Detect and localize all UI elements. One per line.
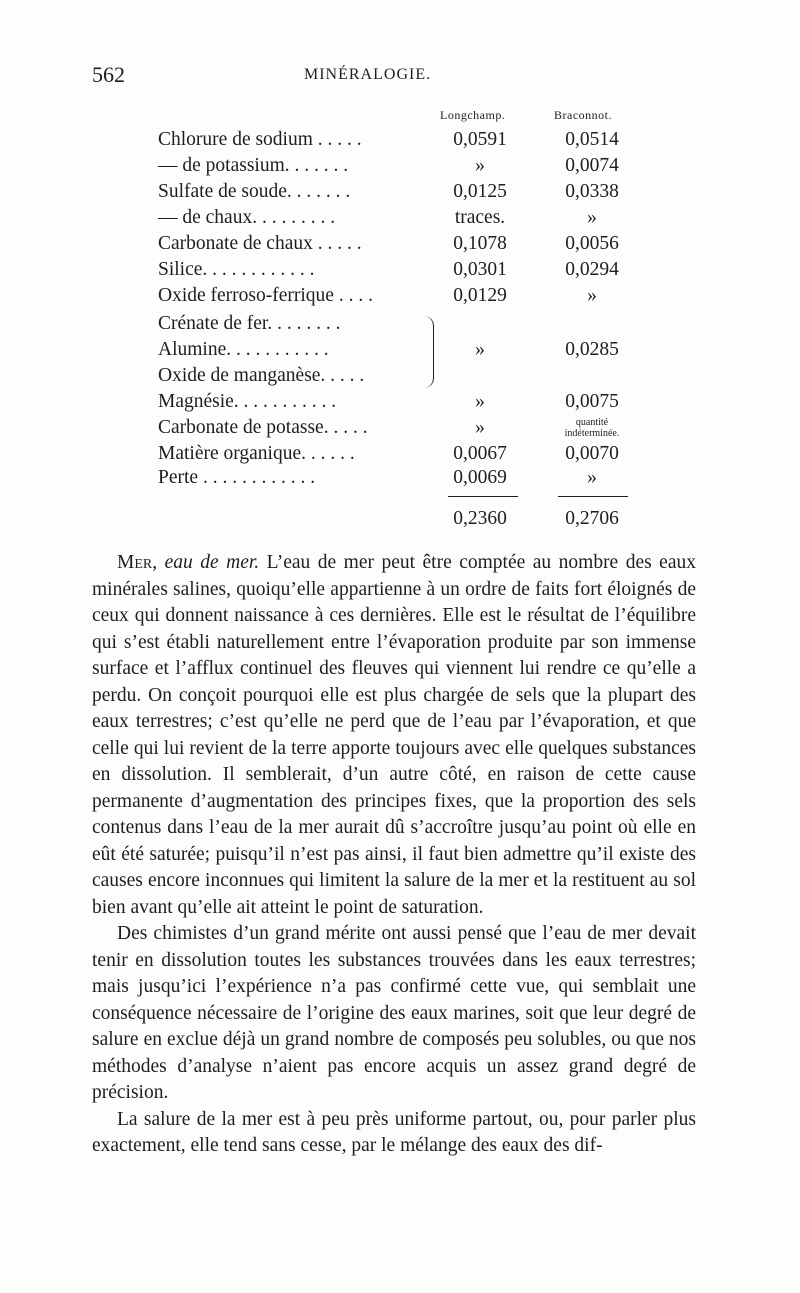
value-braconnot: 0,0338 bbox=[565, 181, 619, 202]
row-label: Perte . . . . . . . . . . . . bbox=[158, 467, 316, 488]
row-label: Oxide ferroso-ferrique . . . . bbox=[158, 285, 373, 306]
page-header bbox=[92, 62, 672, 92]
body-text bbox=[92, 550, 696, 1160]
value-longchamp: » bbox=[475, 155, 485, 176]
value-braconnot: 0,0294 bbox=[565, 259, 619, 280]
value-braconnot: 0,0514 bbox=[565, 129, 619, 150]
row-label: Crénate de fer. . . . . . . . bbox=[158, 313, 341, 334]
value-longchamp: » bbox=[475, 391, 485, 412]
row-label: Sulfate de soude. . . . . . . bbox=[158, 181, 351, 202]
totals-row bbox=[158, 508, 638, 534]
value-longchamp: » bbox=[475, 417, 485, 438]
paragraph: Des chimistes d’un grand mérite ont aussi pensé que l’eau de mer devait tenir en dissolution toutes les substances trouvées dans les eaux terrestres; mais jusqu’ici l’expérience n’a pas confirmé cette vue, qui semblait une conséquence nécessaire de l’origine des eaux marines, soit que leur degré de salure en exclue déjà un grand nombre de composés peu solubles, ou que nos méthodes d’analyse n’aient pas encore acquis un assez grand degré de précision. bbox=[92, 923, 696, 1103]
row-label: Silice. . . . . . . . . . . . bbox=[158, 259, 315, 280]
table-row bbox=[158, 154, 638, 178]
value-longchamp: 0,0301 bbox=[453, 259, 507, 280]
value-longchamp: 0,0129 bbox=[453, 285, 507, 306]
page-number: 562 bbox=[92, 62, 125, 87]
total-longchamp: 0,2360 bbox=[453, 508, 507, 529]
row-label: — de chaux. . . . . . . . . bbox=[158, 207, 336, 228]
entry-heading: Mer bbox=[117, 552, 153, 573]
entry-subheading: eau de mer. bbox=[164, 552, 260, 573]
value-braconnot-line2: indéterminée. bbox=[564, 428, 620, 439]
row-label: — de potassium. . . . . . . bbox=[158, 155, 349, 176]
column-header-braconnot: Braconnot. bbox=[554, 108, 612, 122]
value-braconnot: 0,0075 bbox=[565, 391, 619, 412]
row-label: Oxide de manganèse. . . . . bbox=[158, 365, 365, 386]
row-label: Carbonate de potasse. . . . . bbox=[158, 417, 368, 438]
running-title: MINÉRALOGIE. bbox=[304, 66, 432, 83]
table-row bbox=[158, 466, 638, 490]
row-label: Carbonate de chaux . . . . . bbox=[158, 233, 362, 254]
value-braconnot: » bbox=[587, 285, 597, 306]
value-longchamp: 0,1078 bbox=[453, 233, 507, 254]
table-row bbox=[158, 180, 638, 204]
value-longchamp: » bbox=[475, 339, 485, 360]
value-longchamp: 0,0069 bbox=[453, 467, 507, 488]
column-header-longchamp: Longchamp. bbox=[440, 108, 506, 122]
row-label: Magnésie. . . . . . . . . . . bbox=[158, 391, 337, 412]
row-label: Alumine. . . . . . . . . . . bbox=[158, 339, 329, 360]
entry-heading-separator: , bbox=[152, 552, 165, 573]
table-row bbox=[158, 312, 638, 336]
table-row bbox=[158, 442, 638, 466]
table-row bbox=[158, 258, 638, 282]
total-rule-braconnot bbox=[558, 496, 628, 497]
value-longchamp: traces. bbox=[454, 207, 506, 228]
table-row bbox=[158, 128, 638, 152]
value-braconnot-line1: quantité bbox=[575, 417, 609, 428]
table-row bbox=[158, 206, 638, 230]
value-braconnot: 0,0285 bbox=[565, 339, 619, 360]
paragraph: La salure de la mer est à peu près uniforme partout, ou, pour parler plus exactement, elle tend sans cesse, par le mélange des eaux des dif- bbox=[92, 1108, 696, 1156]
table-row bbox=[158, 416, 638, 440]
row-label: Chlorure de sodium . . . . . bbox=[158, 129, 362, 150]
value-longchamp: 0,0067 bbox=[453, 443, 507, 464]
value-braconnot bbox=[552, 417, 632, 439]
total-rule-longchamp bbox=[448, 496, 518, 497]
value-braconnot: 0,0056 bbox=[565, 233, 619, 254]
total-braconnot: 0,2706 bbox=[565, 508, 619, 529]
table-row bbox=[158, 232, 638, 256]
row-label: Matière organique. . . . . . bbox=[158, 443, 355, 464]
value-longchamp: 0,0591 bbox=[453, 129, 507, 150]
value-braconnot: » bbox=[587, 207, 597, 228]
value-braconnot: 0,0074 bbox=[565, 155, 619, 176]
value-longchamp: 0,0125 bbox=[453, 181, 507, 202]
table-row bbox=[158, 338, 638, 362]
value-braconnot: » bbox=[587, 467, 597, 488]
value-braconnot: 0,0070 bbox=[565, 443, 619, 464]
table-row bbox=[158, 364, 638, 388]
paragraph bbox=[92, 550, 696, 921]
table-row bbox=[158, 390, 638, 414]
grouping-brace bbox=[421, 316, 434, 388]
paragraph-body: L’eau de mer peut être comptée au nombre des eaux minérales salines, quoiqu’elle appartienne à un ordre de faits fort éloignés de ceux qui donnent naissance à ces dernières. Elle est le résultat de l’équilibre qui s’est établi naturellement entre l’évaporation produite par son immense surface et l’afflux continuel des fleuves qui viennent lui rendre ce qu’elle a perdu. On conçoit pourquoi elle est plus chargée de sels que la plupart des eaux terrestres; c’est qu’elle ne perd que de l’eau par l’évaporation, et que celle qui lui revient de la terre apporte toujours avec elle quelques substances en dissolution. Il semblerait, d’un autre côté, en raison de cette cause permanente d’augmentation des principes fixes, que la proportion des sels contenus dans l’eau de la mer aurait dû s’accroître jusqu’au point où elle en eût été saturée; puisqu’il n’est pas ainsi, il faut bien admettre qu’il existe des causes encore inconnues qui limitent la salure de la mer et la restituent au sol bien avant qu’elle ait atteint le point de saturation. bbox=[92, 552, 696, 918]
table-row bbox=[158, 284, 638, 308]
